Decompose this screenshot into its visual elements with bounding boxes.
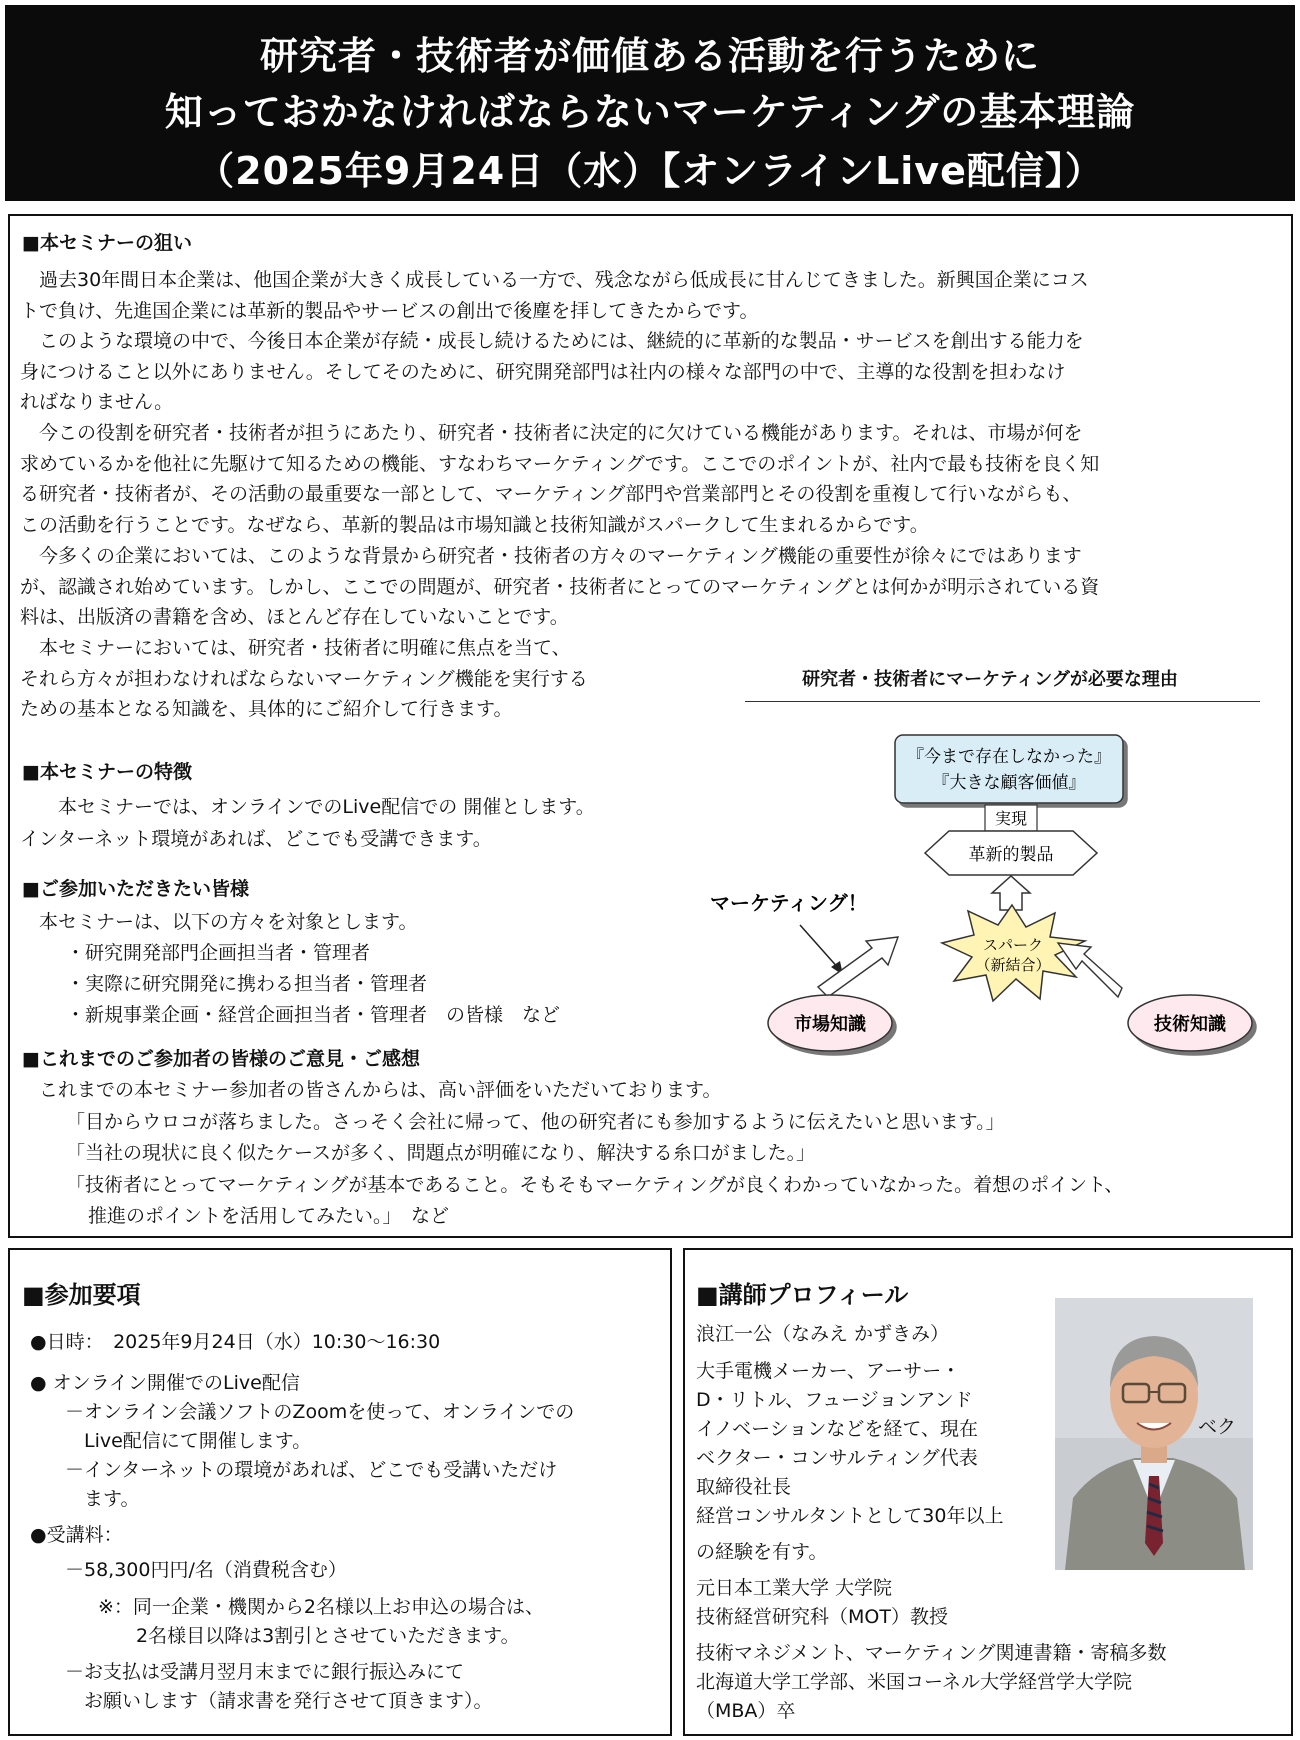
aim-paragraph-4: 今多くの企業においては、このような背景から研究者・技術者の方々のマーケティング機能の重要性が徐々にではあります が、認識され始めています。しかし、ここでの問題が、研究者・技術者にとってのマーケティングとは何かが明示されている資 料は、出版済の書籍を含め、ほとんど存在していないことです。 bbox=[20, 545, 1100, 629]
aim-paragraph-5: 本セミナーにおいては、研究者・技術者に明確に焦点を当て、 それら方々が担わなければならないマーケティング機能を実行する ための基本となる知識を、具体的にご紹介して行きます。 bbox=[20, 637, 588, 721]
value-line-1: 『今まで存在しなかった』 bbox=[907, 747, 1111, 767]
profile-line: 技術経営研究科（MOT）教授 bbox=[696, 1606, 948, 1628]
requirements-online-heading: ● オンライン開催でのLive配信 bbox=[30, 1372, 300, 1394]
marketing-reason-diagram bbox=[710, 665, 1270, 1065]
feedback-heading: ■これまでのご参加者の皆様のご意見・ご感想 bbox=[22, 1048, 420, 1070]
features-line-2: インターネット環境があれば、どこでも受講できます。 bbox=[20, 828, 492, 850]
profile-line: ベクター・コンサルティング代表 bbox=[696, 1447, 978, 1469]
profile-heading: ■講師プロフィール bbox=[696, 1281, 909, 1309]
feedback-quote-2: 「当社の現状に良く似たケースが多く、問題点が明確になり、解決する糸口がました。」 bbox=[66, 1142, 816, 1164]
product-label: 革新的製品 bbox=[968, 845, 1054, 865]
aim-paragraph-3: 今この役割を研究者・技術者が担うにあたり、研究者・技術者に決定的に欠けている機能があります。それは、市場が何を 求めているかを他社に先駆けて知るための機能、すなわちマーケティングです。ここでのポイントが、社内で最も技術を良く知 る研究者・技術者が、その活動の最重要な一部として、マーケティング部門や営業部門とその役割を重複して行いながらも、 この活動を行うことです。なぜなら、革新的製品は市場知識と技術知識がスパークして生まれるからです。 bbox=[20, 422, 1100, 537]
profile-line: 取締役社長 bbox=[696, 1476, 792, 1498]
feedback-quote-3: 「技術者にとってマーケティングが基本であること。そもそもマーケティングが良くわかっていなかった。着想のポイント、 bbox=[66, 1174, 1124, 1196]
profile-line: 技術マネジメント、マーケティング関連書籍・寄稿多数 bbox=[696, 1642, 1167, 1664]
profile-line: 元日本工業大学 大学院 bbox=[696, 1577, 893, 1599]
realize-label: 実現 bbox=[994, 809, 1028, 828]
aim-heading: ■本セミナーの狙い bbox=[22, 232, 192, 254]
profile-line: 経営コンサルタントとして30年以上 bbox=[696, 1505, 1004, 1527]
requirements-payment: お願いします（請求書を発行させて頂きます）。 bbox=[65, 1690, 493, 1712]
aim-paragraph-1: 過去30年間日本企業は、他国企業が大きく成長している一方で、残念ながら低成長に甘んじてきました。新興国企業にコス トで負け、先進国企業には革新的製品やサービスの創出で後塵を拝してきたからです。 bbox=[20, 269, 1089, 322]
profile-line: の経験を有す。 bbox=[696, 1541, 828, 1563]
requirements-fee-amount: －58,300円円/名（消費税含む） bbox=[65, 1559, 347, 1581]
requirements-date: ●日時： 2025年9月24日（水）10:30～16:30 bbox=[30, 1331, 441, 1353]
profile-line: （MBA）卒 bbox=[696, 1700, 796, 1722]
requirements-online-line: Live配信にて開催します。 bbox=[65, 1430, 312, 1452]
requirements-online-line: －オンライン会議ソフトのZoomを使って、オンラインでの bbox=[65, 1401, 575, 1423]
market-label: 市場知識 bbox=[794, 1014, 866, 1035]
marketing-pointer-line bbox=[800, 925, 840, 970]
requirements-fee-note: 2名様目以降は3割引とさせていただきます。 bbox=[98, 1625, 520, 1647]
features-line-1: 本セミナーでは、オンラインでのLive配信での 開催とします。 bbox=[20, 796, 595, 818]
audience-intro: 本セミナーは、以下の方々を対象とします。 bbox=[20, 911, 418, 933]
value-line-2: 『大きな顧客価値』 bbox=[932, 773, 1086, 793]
profile-line: D・リトル、フュージョンアンド bbox=[696, 1389, 973, 1411]
requirements-payment: －お支払は受講月翌月末までに銀行振込みにて bbox=[65, 1661, 465, 1683]
diagram-graphic bbox=[710, 665, 1270, 1065]
requirements-fee-heading: ●受講料： bbox=[30, 1524, 123, 1546]
requirements-online-line: ます。 bbox=[65, 1488, 140, 1510]
title-date-line: （2025年9月24日（水）【オンラインLive配信】） bbox=[196, 149, 1104, 193]
tech-label: 技術知識 bbox=[1154, 1014, 1226, 1035]
requirements-heading: ■参加要項 bbox=[22, 1281, 141, 1309]
marketing-label: マーケティング！ bbox=[710, 891, 868, 915]
up-arrow-icon bbox=[992, 876, 1030, 910]
title-banner bbox=[5, 5, 1295, 201]
spark-label-1: スパーク bbox=[982, 936, 1044, 954]
market-to-spark-arrow-icon bbox=[818, 937, 898, 997]
title-line-2: 知っておかなければならないマーケティングの基本理論 bbox=[164, 90, 1136, 134]
photo-overlay-text: ベク bbox=[1198, 1416, 1237, 1438]
profile-line: 大手電機メーカー、アーサー・ bbox=[696, 1360, 961, 1382]
feedback-intro: これまでの本セミナー参加者の皆さんからは、高い評価をいただいております。 bbox=[20, 1079, 722, 1101]
audience-heading: ■ご参加いただきたい皆様 bbox=[22, 878, 249, 900]
audience-item: ・新規事業企画・経営企画担当者・管理者 の皆様 など bbox=[66, 1004, 561, 1026]
profile-line: イノベーションなどを経て、現在 bbox=[696, 1418, 978, 1440]
profile-name: 浪江一公（なみえ かずきみ） bbox=[696, 1323, 950, 1345]
diagram-title: 研究者・技術者にマーケティングが必要な理由 bbox=[802, 669, 1178, 690]
requirements-fee-note: ※：同一企業・機関から2名様以上お申込の場合は、 bbox=[98, 1596, 545, 1618]
audience-item: ・実際に研究開発に携わる担当者・管理者 bbox=[66, 973, 428, 995]
spark-label-2: （新結合） bbox=[975, 956, 1051, 974]
profile-line: 北海道大学工学部、米国コーネル大学経営学大学院 bbox=[696, 1671, 1133, 1693]
feedback-quote-3-cont: 推進のポイントを活用してみたい。」 など bbox=[88, 1205, 450, 1227]
requirements-online-line: －インターネットの環境があれば、どこでも受講いただけ bbox=[65, 1459, 558, 1481]
feedback-quote-1: 「目からウロコが落ちました。さっそく会社に帰って、他の研究者にも参加するように伝えたいと思います。」 bbox=[66, 1111, 1005, 1133]
features-heading: ■本セミナーの特徴 bbox=[22, 761, 192, 783]
aim-paragraph-2: このような環境の中で、今後日本企業が存続・成長し続けるためには、継続的に革新的な製品・サービスを創出する能力を 身につけること以外にありません。そしてそのために、研究開発部門は社内の様々な部門の中で、主導的な役割を担わなけ ればなりません。 bbox=[20, 330, 1084, 414]
audience-item: ・研究開発部門企画担当者・管理者 bbox=[66, 942, 371, 964]
title-line-1: 研究者・技術者が価値ある活動を行うために bbox=[259, 34, 1040, 78]
